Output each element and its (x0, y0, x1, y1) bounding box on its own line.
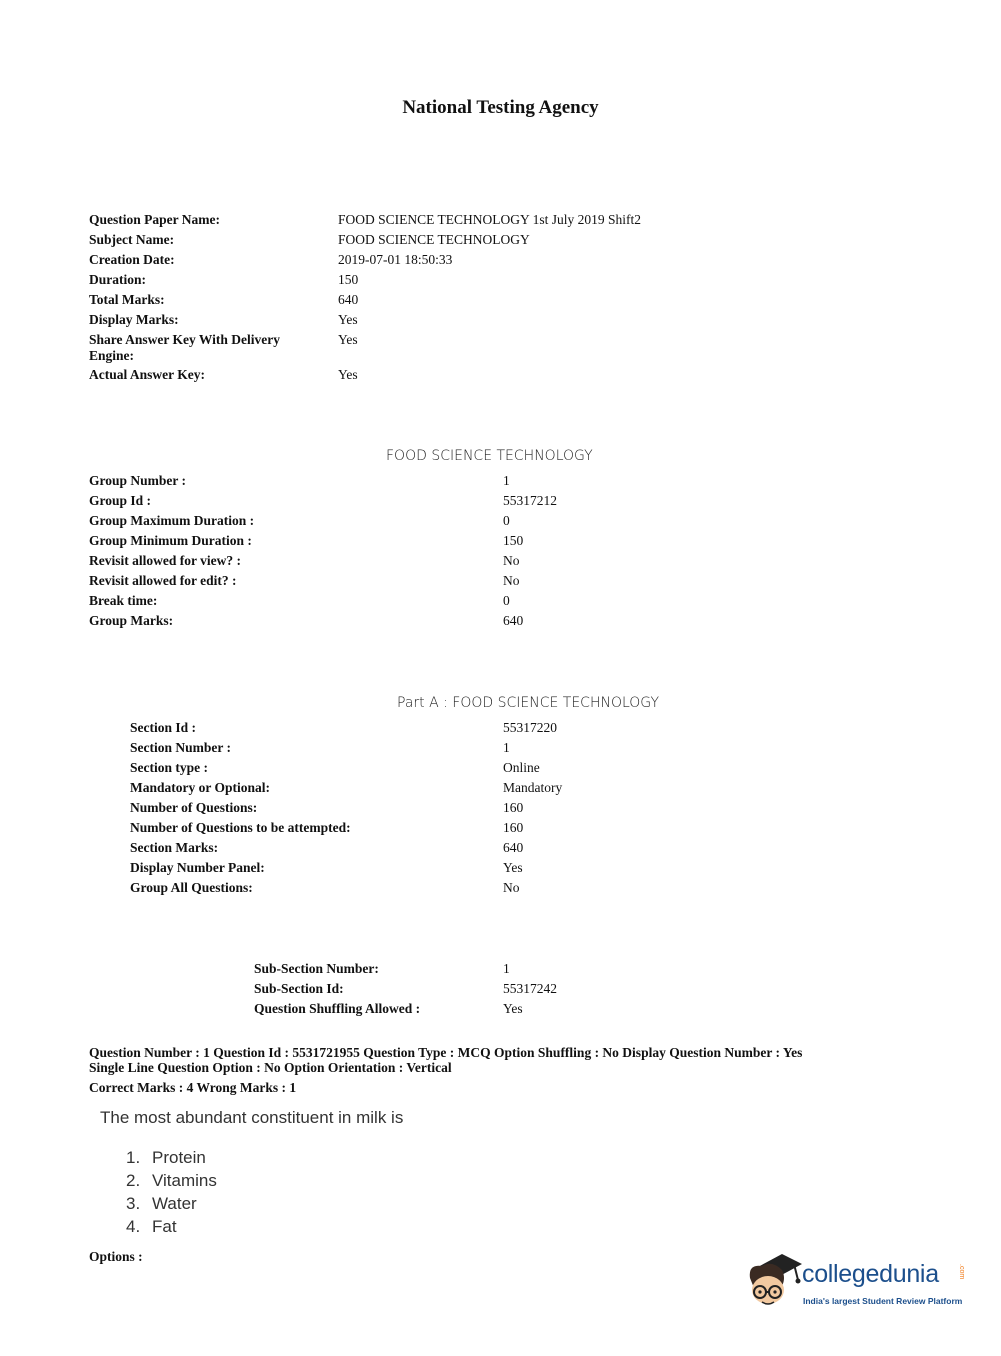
display-number-panel-value: Yes (503, 860, 523, 875)
share-answer-key-label: Share Answer Key With Delivery Engine: (89, 332, 280, 363)
question-meta-line2: Single Line Question Option : No Option Orientation : Vertical (89, 1060, 452, 1075)
group-all-questions-value: No (503, 880, 520, 895)
option-item (126, 1146, 217, 1169)
option-text: Water (152, 1194, 197, 1213)
total-marks-value: 640 (338, 292, 359, 307)
section-type-label: Section type : (130, 760, 208, 775)
collegedunia-logo (742, 1248, 972, 1318)
option-number: 4. (126, 1217, 141, 1236)
num-attempted-value: 160 (503, 820, 524, 835)
group-min-duration-value: 150 (503, 533, 524, 548)
group-max-duration-label: Group Maximum Duration : (89, 513, 255, 528)
option-item (126, 1192, 217, 1215)
section-type-value: Online (503, 760, 540, 775)
section-marks-value: 640 (503, 840, 524, 855)
subsection-number-value: 1 (503, 961, 510, 976)
mascot-icon (742, 1250, 804, 1312)
group-heading: FOOD SCIENCE TECHNOLOGY (386, 448, 593, 464)
group-min-duration-label: Group Minimum Duration : (89, 533, 252, 548)
break-time-value: 0 (503, 593, 510, 608)
group-number-value: 1 (503, 473, 510, 488)
duration-value: 150 (338, 272, 359, 287)
page-title: National Testing Agency (402, 97, 599, 118)
revisit-edit-label: Revisit allowed for edit? : (89, 573, 237, 588)
subsection-id-value: 55317242 (503, 981, 557, 996)
logo-wordmark: collegedunia (802, 1260, 939, 1288)
revisit-edit-value: No (503, 573, 520, 588)
option-item (126, 1169, 217, 1192)
group-marks-value: 640 (503, 613, 524, 628)
share-answer-key-value: Yes (338, 332, 358, 347)
paper-name-value: FOOD SCIENCE TECHNOLOGY 1st July 2019 Shift2 (338, 212, 642, 227)
section-heading: Part A : FOOD SCIENCE TECHNOLOGY (397, 695, 660, 711)
question-marks: Correct Marks : 4 Wrong Marks : 1 (89, 1080, 297, 1095)
logo-tagline: India's largest Student Review Platform (803, 1296, 963, 1306)
option-item (126, 1215, 217, 1238)
option-text: Protein (152, 1148, 206, 1167)
group-max-duration-value: 0 (503, 513, 510, 528)
section-number-value: 1 (503, 740, 510, 755)
display-marks-label: Display Marks: (89, 312, 179, 327)
question-shuffling-value: Yes (503, 1001, 523, 1016)
num-attempted-label: Number of Questions to be attempted: (130, 820, 351, 835)
question-options (126, 1146, 217, 1238)
total-marks-label: Total Marks: (89, 292, 165, 307)
question-text: The most abundant constituent in milk is (100, 1108, 404, 1127)
question-shuffling-label: Question Shuffling Allowed : (254, 1001, 421, 1016)
creation-date-label: Creation Date: (89, 252, 175, 267)
option-number: 3. (126, 1194, 141, 1213)
subsection-id-label: Sub-Section Id: (254, 981, 344, 996)
option-text: Fat (152, 1217, 177, 1236)
num-questions-value: 160 (503, 800, 524, 815)
creation-date-value: 2019-07-01 18:50:33 (338, 252, 453, 267)
section-id-value: 55317220 (503, 720, 557, 735)
actual-answer-key-label: Actual Answer Key: (89, 367, 205, 382)
break-time-label: Break time: (89, 593, 158, 608)
subject-name-label: Subject Name: (89, 232, 175, 247)
num-questions-label: Number of Questions: (130, 800, 258, 815)
option-number: 2. (126, 1171, 141, 1190)
revisit-view-label: Revisit allowed for view? : (89, 553, 241, 568)
group-number-label: Group Number : (89, 473, 187, 488)
duration-label: Duration: (89, 272, 146, 287)
actual-answer-key-value: Yes (338, 367, 358, 382)
group-all-questions-label: Group All Questions: (130, 880, 253, 895)
options-label: Options : (89, 1249, 143, 1264)
section-id-label: Section Id : (130, 720, 197, 735)
section-marks-label: Section Marks: (130, 840, 219, 855)
logo-suffix: .com (958, 1264, 965, 1280)
group-marks-label: Group Marks: (89, 613, 174, 628)
question-meta-line1: Question Number : 1 Question Id : 5531721955 Question Type : MCQ Option Shuffling : No Display Question Number : Yes (89, 1045, 803, 1060)
subject-name-value: FOOD SCIENCE TECHNOLOGY (338, 232, 530, 247)
group-id-label: Group Id : (89, 493, 152, 508)
display-number-panel-label: Display Number Panel: (130, 860, 265, 875)
option-number: 1. (126, 1148, 141, 1167)
display-marks-value: Yes (338, 312, 358, 327)
mandatory-label: Mandatory or Optional: (130, 780, 271, 795)
mandatory-value: Mandatory (503, 780, 563, 795)
revisit-view-value: No (503, 553, 520, 568)
paper-name-label: Question Paper Name: (89, 212, 220, 227)
group-id-value: 55317212 (503, 493, 557, 508)
section-number-label: Section Number : (130, 740, 231, 755)
subsection-number-label: Sub-Section Number: (254, 961, 379, 976)
option-text: Vitamins (152, 1171, 217, 1190)
